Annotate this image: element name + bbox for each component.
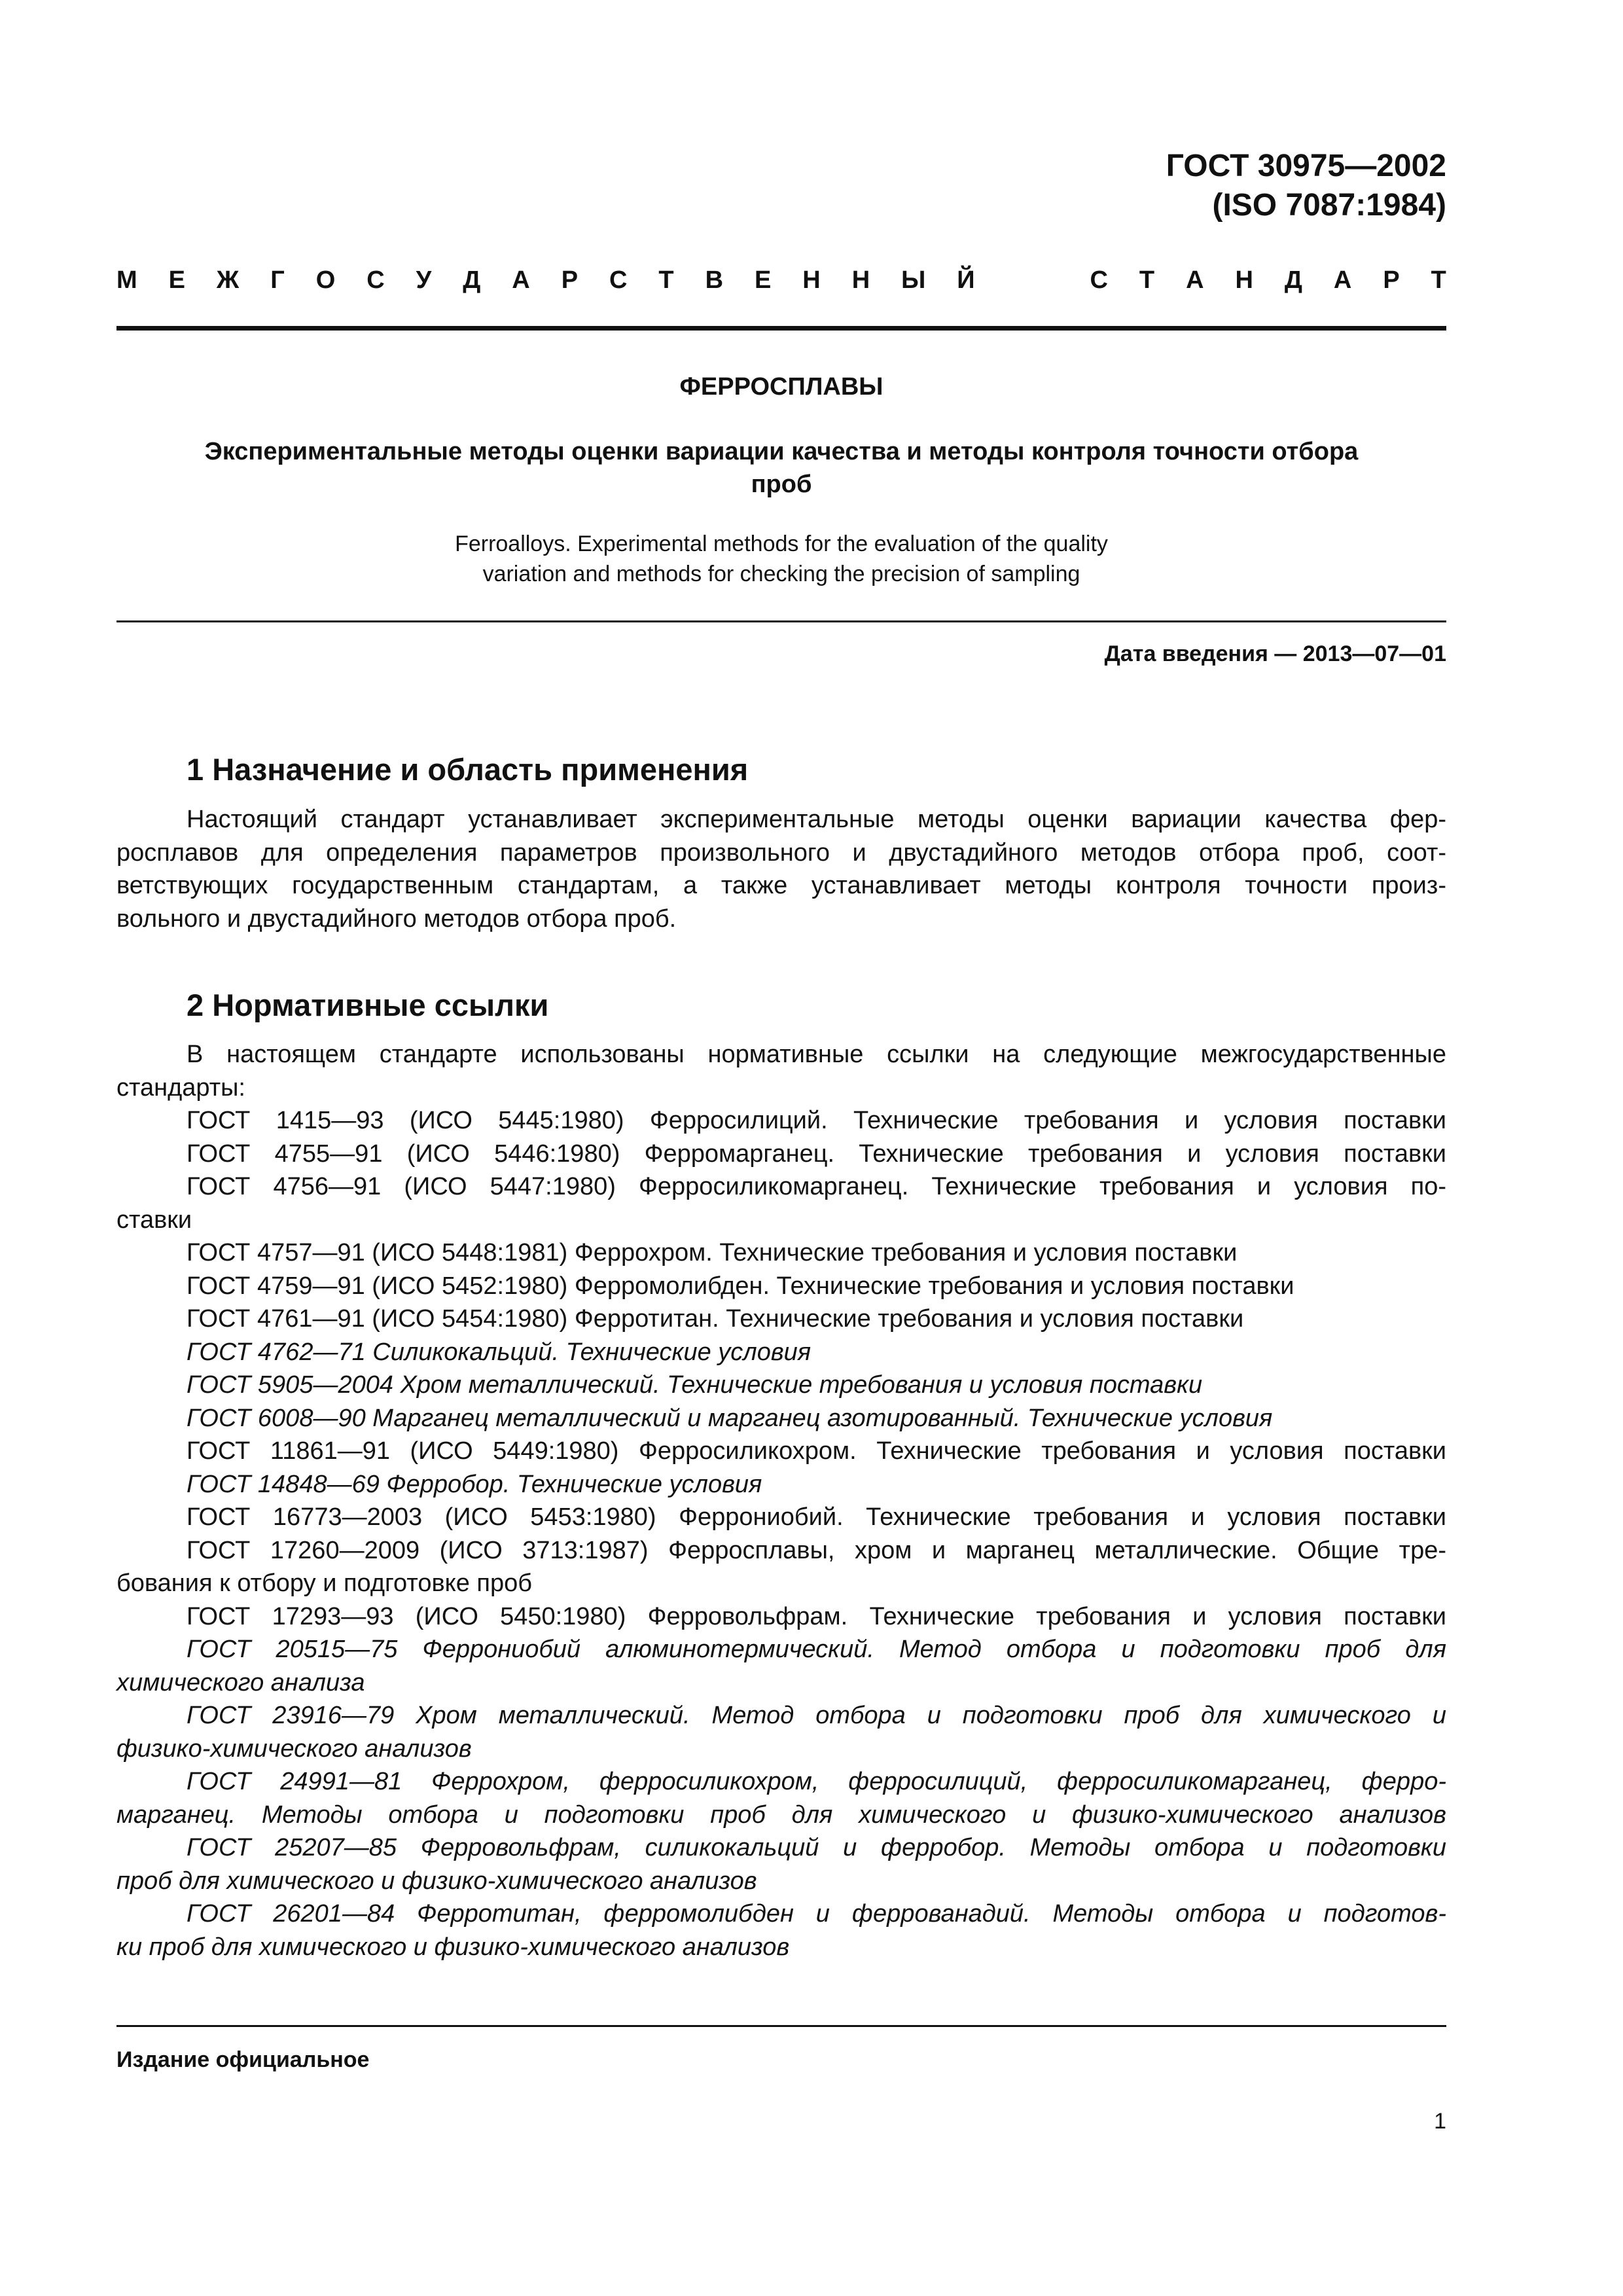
text-line: стандарты: xyxy=(116,1073,245,1102)
banner-letter: Н xyxy=(1235,266,1253,294)
reference-line: ГОСТ 25207—85 Ферровольфрам, силикокальций и ферробор. Методы отбора и подготовки xyxy=(187,1834,1446,1861)
text-line: Настоящий стандарт устанавливает экспериментальные методы оценки вариации качества фер- xyxy=(187,806,1446,833)
reference-line: ГОСТ 4755—91 (ИСО 5446:1980) Ферромарганец. Технические требования и условия поставки xyxy=(187,1139,1446,1168)
reference-line: ГОСТ 23916—79 Хром металлический. Метод отбора и подготовки проб для химического и xyxy=(187,1702,1446,1729)
reference-line: проб для химического и физико-химического анализов xyxy=(116,1867,757,1895)
banner-letter: Г xyxy=(270,266,285,294)
banner-letter: Ж xyxy=(216,266,240,294)
reference-line: ГОСТ 4761—91 (ИСО 5454:1980) Ферротитан. Технические требования и условия поставки xyxy=(187,1305,1244,1333)
reference-line: физико-химического анализов xyxy=(116,1734,472,1763)
banner-letter: Т xyxy=(1139,266,1155,294)
reference-line: ГОСТ 11861—91 (ИСО 5449:1980) Ферросиликохром. Технические требования и условия поставки xyxy=(187,1437,1446,1465)
banner-letter: С xyxy=(609,266,628,294)
banner-letter: Й xyxy=(957,266,975,294)
document-subtitle xyxy=(116,435,1446,501)
reference-line: бования к отбору и подготовке проб xyxy=(116,1570,532,1597)
banner-letter: Н xyxy=(802,266,821,294)
banner-letter: Т xyxy=(658,266,674,294)
reference-line: ГОСТ 17260—2009 (ИСО 3713:1987) Ферросплавы, хром и марганец металлические. Общие тре- xyxy=(187,1536,1446,1564)
standard-number: ГОСТ 30975—2002 xyxy=(1166,149,1446,183)
banner-letter: С xyxy=(366,266,385,294)
english-title xyxy=(116,529,1446,589)
banner-letter: А xyxy=(1186,266,1204,294)
banner-letter: А xyxy=(512,266,530,294)
english-title-line: variation and methods for checking the precision of sampling xyxy=(482,562,1080,586)
banner-letter: Н xyxy=(851,266,870,294)
page-number: 1 xyxy=(1434,2109,1446,2134)
text-line: ветствующих государственным стандартам, а также устанавливает методы контроля точности произ- xyxy=(116,872,1446,899)
section-2-heading: 2 Нормативные ссылки xyxy=(187,988,549,1022)
reference-line: ГОСТ 1415—93 (ИСО 5445:1980) Ферросилиций. Технические требования и условия поставки xyxy=(187,1107,1446,1134)
header-divider xyxy=(116,326,1446,331)
document-title: ФЕРРОСПЛАВЫ xyxy=(679,373,883,401)
text-line: росплавов для определения параметров произвольного и двустадийного методов отбора проб, соот- xyxy=(116,838,1446,867)
footer-divider xyxy=(116,2025,1446,2027)
banner-letter: М xyxy=(116,266,137,294)
reference-line: марганец. Методы отбора и подготовки проб для химического и физико-химического анализов xyxy=(116,1801,1446,1829)
banner-letter: Р xyxy=(561,266,579,294)
banner-letter: О xyxy=(315,266,336,294)
banner-letter: В xyxy=(705,266,724,294)
banner-letter: У xyxy=(416,266,432,294)
reference-line: ГОСТ 4762—71 Силикокальций. Технические условия xyxy=(187,1338,812,1366)
text-line: В настоящем стандарте использованы нормативные ссылки на следующие межгосударственные xyxy=(187,1041,1446,1068)
banner-letter: С xyxy=(1090,266,1108,294)
reference-line: ставки xyxy=(116,1206,192,1234)
banner-letter: А xyxy=(1333,266,1352,294)
title-divider xyxy=(116,620,1446,622)
reference-line: химического анализа xyxy=(116,1668,365,1696)
reference-line: ГОСТ 6008—90 Марганец металлический и марганец азотированный. Технические условия xyxy=(187,1404,1273,1432)
banner-letter: Д xyxy=(463,266,481,294)
official-edition-note: Издание официальное xyxy=(116,2047,370,2072)
banner-letter: Е xyxy=(168,266,185,294)
reference-line: ГОСТ 4759—91 (ИСО 5452:1980) Ферромолибден. Технические требования и условия поставки xyxy=(187,1272,1294,1300)
section-2-body xyxy=(116,1038,1446,1964)
banner-gap xyxy=(1007,260,1059,300)
reference-line: ГОСТ 26201—84 Ферротитан, ферромолибден и феррованадий. Методы отбора и подготов- xyxy=(187,1900,1446,1928)
reference-line: ГОСТ 4756—91 (ИСО 5447:1980) Ферросиликомарганец. Технические требования и условия по- xyxy=(187,1173,1446,1200)
reference-line: ГОСТ 17293—93 (ИСО 5450:1980) Ферровольфрам. Технические требования и условия поставки xyxy=(187,1602,1446,1630)
english-title-line: Ferroalloys. Experimental methods for the evaluation of the quality xyxy=(455,531,1108,556)
introduction-date: Дата введения — 2013—07—01 xyxy=(1104,641,1446,666)
section-1-heading: 1 Назначение и область применения xyxy=(187,752,749,787)
subtitle-line: проб xyxy=(751,471,812,498)
text-line: вольного и двустадийного методов отбора проб. xyxy=(116,905,677,933)
reference-line: ГОСТ 4757—91 (ИСО 5448:1981) Феррохром. Технические требования и условия поставки xyxy=(187,1239,1238,1266)
reference-line: ГОСТ 16773—2003 (ИСО 5453:1980) Феррониобий. Технические требования и условия поставки xyxy=(187,1503,1446,1531)
interstate-standard-banner xyxy=(116,260,1446,300)
banner-letter: Д xyxy=(1284,266,1302,294)
banner-letter: Р xyxy=(1383,266,1400,294)
reference-line: ки проб для химического и физико-химического анализов xyxy=(116,1933,790,1961)
banner-letter: Ы xyxy=(901,266,926,294)
banner-letter: Е xyxy=(754,266,772,294)
reference-line: ГОСТ 24991—81 Феррохром, ферросиликохром, ферросилиций, ферросиликомарганец, ферро- xyxy=(187,1768,1446,1795)
standard-designation xyxy=(1166,147,1446,225)
banner-letter: Т xyxy=(1431,266,1446,294)
reference-line: ГОСТ 5905—2004 Хром металлический. Технические требования и условия поставки xyxy=(187,1371,1203,1399)
section-1-body xyxy=(116,803,1446,935)
iso-number: (ISO 7087:1984) xyxy=(1212,188,1446,223)
reference-line: ГОСТ 20515—75 Феррониобий алюминотермический. Метод отбора и подготовки проб для xyxy=(187,1636,1446,1663)
reference-line: ГОСТ 14848—69 Ферробор. Технические условия xyxy=(187,1470,762,1498)
subtitle-line: Экспериментальные методы оценки вариации качества и методы контроля точности отбора xyxy=(204,438,1359,465)
